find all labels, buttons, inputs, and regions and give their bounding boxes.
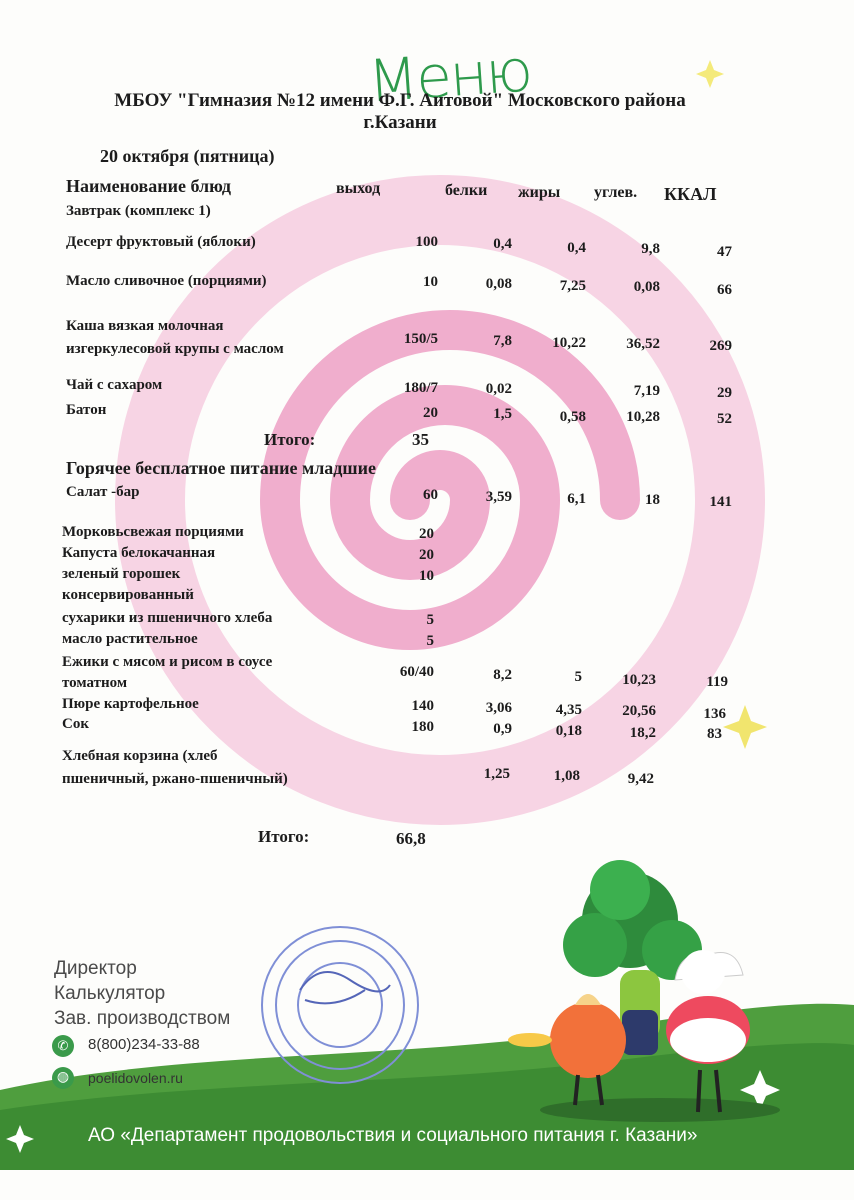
breakfast-total-label: Итого:: [264, 430, 316, 449]
dish-yield: 180/7: [403, 380, 438, 396]
dish-fat: 4,35: [555, 702, 582, 718]
dish-carbs: 10,28: [626, 409, 660, 425]
dish-name: Хлебная корзина (хлеб: [62, 748, 218, 764]
lunch-total-value: 66,8: [396, 829, 426, 848]
dish-protein: 3,06: [485, 700, 512, 716]
phone-icon: ✆: [52, 1035, 74, 1057]
dish-protein: 0,9: [493, 721, 512, 737]
dish-name: Ежики с мясом и рисом в соусе: [62, 654, 273, 670]
salad-item-name: масло растительное: [62, 631, 198, 647]
footer-organization: АО «Департамент продовольствия и социального питания г. Казани»: [88, 1125, 698, 1146]
dish-kcal: 119: [706, 674, 728, 690]
dish-protein: 0,02: [485, 381, 512, 397]
dish-carbs: 18,2: [629, 725, 656, 741]
menu-date: 20 октября (пятница): [100, 146, 275, 166]
dish-yield: 150/5: [403, 331, 438, 347]
signature-director: Директор: [54, 958, 137, 979]
salad-item-yield: 20: [419, 526, 434, 542]
sparkle-icon: [723, 705, 767, 749]
dish-fat: 0,18: [555, 723, 582, 739]
dish-fat: 1,08: [553, 768, 580, 784]
dish-carbs: 9,8: [641, 241, 660, 257]
dish-yield: 20: [423, 405, 438, 421]
column-header-kcal: ККАЛ: [664, 184, 717, 204]
salad-item-yield: 10: [419, 568, 434, 584]
dish-name: Каша вязкая молочная: [66, 318, 224, 334]
dish-fat: 0,58: [559, 409, 586, 425]
column-header-protein: белки: [445, 182, 488, 199]
dish-carbs: 9,42: [627, 771, 654, 787]
dish-yield: 10: [423, 274, 438, 290]
salad-item-yield: 20: [419, 547, 434, 563]
salad-item-name: Капуста белокачанная: [62, 545, 216, 561]
dish-fat: 6,1: [567, 491, 586, 507]
dish-name-continued: изгеркулесовой крупы с маслом: [66, 341, 284, 357]
phone-number[interactable]: 8(800)234-33-88: [88, 1036, 200, 1053]
dish-carbs: 0,08: [633, 279, 660, 295]
dish-yield: 140: [411, 698, 434, 714]
dish-carbs: 10,23: [622, 672, 656, 688]
dish-kcal: 47: [717, 244, 732, 260]
dish-fat: 5: [574, 669, 582, 685]
dish-fat: 10,22: [552, 335, 586, 351]
dish-kcal: 269: [709, 338, 732, 354]
dish-protein: 1,25: [483, 766, 510, 782]
dish-name: Салат -бар: [66, 484, 140, 500]
column-header-yield: выход: [336, 180, 381, 197]
signature-calculator: Калькулятор: [54, 983, 166, 1004]
dish-kcal: 66: [717, 282, 732, 298]
dish-name-continued: пшеничный, ржано-пшеничный): [62, 771, 288, 787]
dish-fat: 0,4: [567, 240, 586, 256]
dish-fat: 7,25: [559, 278, 586, 294]
dish-carbs: 36,52: [626, 336, 660, 352]
dish-name: Батон: [66, 402, 107, 418]
salad-item-yield: 5: [426, 612, 434, 628]
dish-name-continued: томатном: [62, 675, 128, 691]
salad-item-name: консервированный: [62, 587, 194, 603]
dish-yield: 60: [423, 487, 438, 503]
dish-kcal: 29: [717, 385, 732, 401]
signature-production: Зав. производством: [54, 1008, 231, 1029]
dish-kcal: 83: [707, 726, 722, 742]
column-header-fat: жиры: [518, 184, 561, 201]
dish-protein: 3,59: [485, 489, 512, 505]
dish-carbs: 7,19: [633, 383, 660, 399]
dish-name: Чай с сахаром: [66, 377, 163, 393]
dish-carbs: 18: [645, 492, 660, 508]
section-title-lunch: Горячее бесплатное питание младшие: [66, 458, 376, 478]
salad-item-name: зеленый горошек: [62, 566, 181, 582]
salad-item-name: сухарики из пшеничного хлеба: [62, 610, 273, 626]
dish-name: Пюре картофельное: [62, 696, 199, 712]
breakfast-total-value: 35: [412, 430, 429, 449]
salad-item-yield: 5: [426, 633, 434, 649]
column-header-carbs: углев.: [594, 184, 638, 201]
menu-logo: Меню: [365, 36, 533, 116]
lunch-total-label: Итого:: [258, 827, 310, 846]
dish-protein: 8,2: [493, 667, 512, 683]
dish-kcal: 52: [717, 411, 732, 427]
salad-item-name: Морковьсвежая порциями: [62, 524, 244, 540]
dish-name: Масло сливочное (порциями): [66, 273, 267, 289]
dish-protein: 0,4: [493, 236, 512, 252]
dish-kcal: 136: [703, 706, 726, 722]
dish-yield: 60/40: [399, 664, 434, 680]
dish-protein: 0,08: [485, 276, 512, 292]
globe-icon: ◍: [52, 1067, 74, 1089]
school-name-line1: МБОУ "Гимназия №12 имени Ф.Г. Аитовой" Московского района: [114, 90, 686, 111]
dish-protein: 7,8: [493, 333, 512, 349]
school-name-line2: г.Казани: [363, 112, 437, 133]
website-link[interactable]: poelidovolen.ru: [88, 1070, 183, 1086]
section-title-breakfast: Завтрак (комплекс 1): [66, 203, 211, 219]
dish-name: Десерт фруктовый (яблоки): [66, 234, 256, 250]
dish-protein: 1,5: [493, 406, 512, 422]
dish-yield: 180: [411, 719, 434, 735]
dish-name: Сок: [62, 716, 89, 732]
dish-yield: 100: [415, 234, 438, 250]
column-header-name: Наименование блюд: [66, 176, 231, 196]
dish-kcal: 141: [709, 494, 732, 510]
sparkle-icon: [696, 60, 724, 88]
dish-carbs: 20,56: [622, 703, 656, 719]
